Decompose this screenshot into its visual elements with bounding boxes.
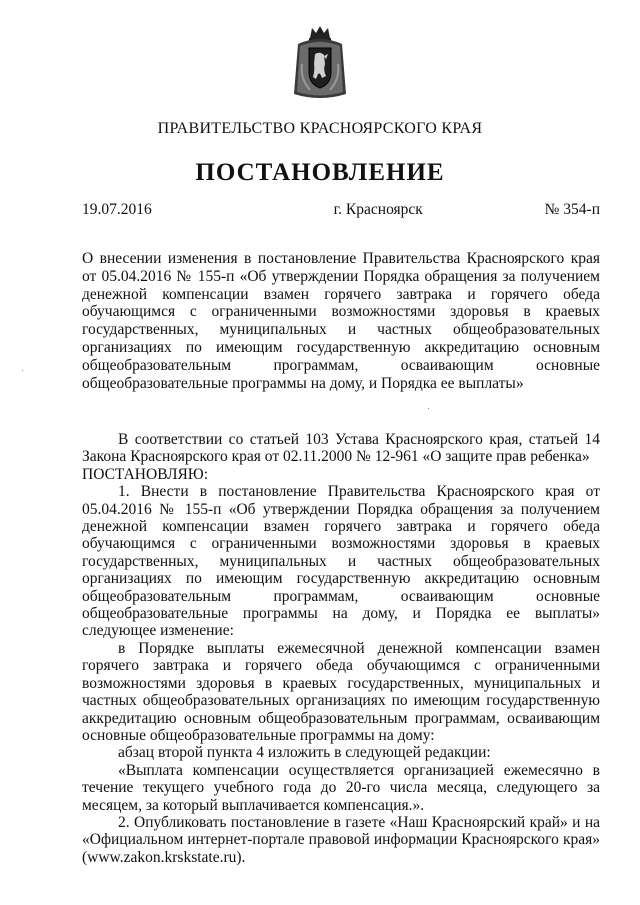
item-1-scope: в Порядке выплаты ежемесячной денежной компенсации взамен горячего завтрака и горячего обеда обучающимся с ограниченными возможностями здоровья в краевых государственных, муниципальных и частных общеобразовательных организациях по имеющим государственную аккредитацию основным общеобразовательным программам, осваивающим основные общеобразовательные программы на дому: [82,639,600,744]
scan-speck [22,370,23,371]
item-1-paragraph: абзац второй пункта 4 изложить в следующей редакции: [118,744,491,762]
decree-word: ПОСТАНОВЛЯЮ: [82,465,209,483]
document-number: № 354-п [544,201,600,218]
coat-of-arms-icon [290,24,350,102]
document-meta [82,201,600,219]
organization-name: ПРАВИТЕЛЬСТВО КРАСНОЯРСКОГО КРАЯ [157,120,483,137]
document-body [82,431,600,866]
document-city: г. Красноярск [333,201,423,218]
title-text: О внесении изменения в постановление Правительства Красноярского края от 05.04.2016 № 155-п «Об утверждении Порядка обращения за получением денежной компенсации взамен горячего завтрака и горячего обеда обучающимся с ограниченными возможностями здоровья в краевых государственных, муниципальных и частных общеобразовательных организациях по имеющим государственную аккредитацию основным общеобразовательным программам, осваивающим основные общеобразовательные программы на дому, и Порядка ее выплаты» [82,250,600,392]
document-date: 19.07.2016 [82,201,152,218]
item-2: 2. Опубликовать постановление в газете «Наш Красноярский край» и на «Официальном интернет-портале правовой информации Красноярского края» (www.zakon.krskstate.ru). [82,813,600,866]
document-type: ПОСТАНОВЛЕНИЕ [195,159,445,186]
preamble: В соответствии со статьей 103 Устава Красноярского края, статьей 14 Закона Красноярского края от 02.11.2000 № 12-961 «О защите прав ребенка» [82,431,600,466]
item-1-new-text: «Выплата компенсации осуществляется организацией ежемесячно в течение текущего учебного года до 20-го числа месяца, следующего за месяцем, за который выплачивается компенсация.». [82,761,600,814]
item-1: 1. Внести в постановление Правительства Красноярского края от 05.04.2016 № 155-п «Об утверждении Порядка обращения за получением денежной компенсации взамен горячего завтрака и горячего обеда обучающимся с ограниченными возможностями здоровья в краевых государственных, муниципальных и частных общеобразовательных организациях по имеющим государственную аккредитацию основным общеобразовательным программам, осваивающим основные общеобразовательные программы на дому, и Порядка ее выплаты» следующее изменение: [82,483,600,640]
scan-speck [428,408,429,409]
document-title [82,250,600,392]
